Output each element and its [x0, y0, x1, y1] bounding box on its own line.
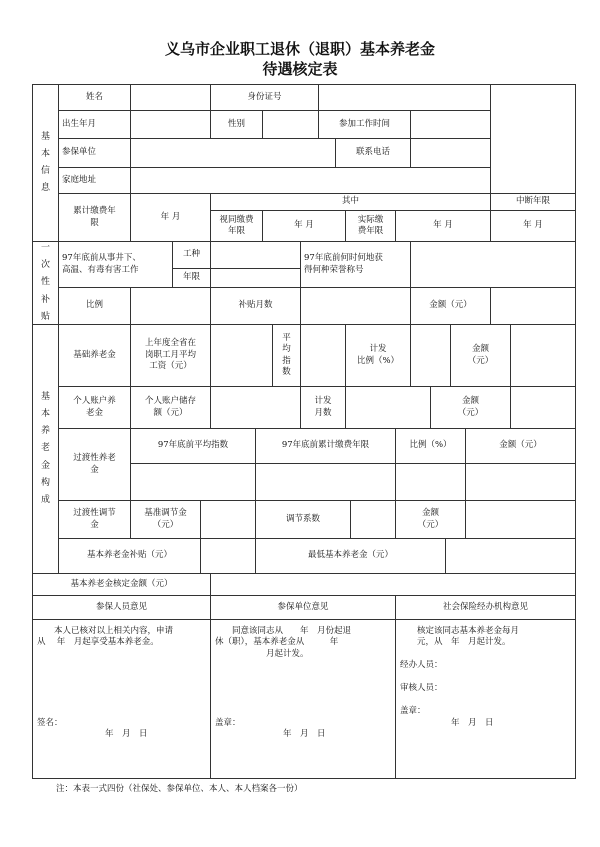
label-of-which: 其中: [210, 193, 491, 211]
label-min-pension: 最低基本养老金（元）: [255, 538, 446, 574]
label-amount-2: 金额 （元）: [450, 324, 511, 387]
field-employer[interactable]: [130, 138, 336, 168]
field-deemed-years[interactable]: 年 月: [262, 210, 346, 242]
label-birth: 出生年月: [58, 110, 131, 139]
label-insured-opinion: 参保人员意见: [32, 595, 211, 620]
label-calc-ratio: 计发 比例（%）: [345, 324, 411, 387]
label-base-adjust: 基准调节金 （元）: [130, 500, 201, 539]
field-amount-1[interactable]: [490, 287, 576, 325]
field-pre97-index[interactable]: [130, 463, 256, 501]
label-job-type: 工种: [172, 241, 211, 269]
field-contribution-years[interactable]: 年 月: [130, 193, 211, 242]
footnote: 注：本表一式四份（社保处、参保单位、本人、本人档案各一份）: [56, 784, 303, 794]
field-actual-years[interactable]: 年 月: [395, 210, 491, 242]
label-pre97-years: 97年底前累计缴费年限: [255, 428, 396, 464]
label-honor: 97年底前何时何地获 得何种荣誉称号: [300, 241, 411, 288]
label-pension-subsidy: 基本养老金补贴（元）: [58, 538, 201, 574]
field-account-balance[interactable]: [210, 386, 301, 429]
label-agency-opinion: 社会保险经办机构意见: [395, 595, 576, 620]
label-subsidy-months: 补贴月数: [210, 287, 301, 325]
label-avg-wage: 上年度全省在 岗职工月平均 工资（元）: [130, 324, 211, 387]
label-break-years: 中断年限: [490, 193, 576, 211]
photo-box[interactable]: [490, 84, 576, 194]
label-ratio: 比例: [58, 287, 131, 325]
label-years: 年限: [172, 268, 211, 288]
label-id-number: 身份证号: [210, 84, 319, 111]
form-title: 义乌市企业职工退休（退职）基本养老金: [164, 40, 435, 58]
field-id-number[interactable]: [318, 84, 491, 111]
section-one-time-subsidy: 一 次 性 补 贴: [32, 241, 59, 325]
field-phone[interactable]: [410, 138, 491, 168]
field-years[interactable]: [210, 268, 301, 288]
label-calc-months: 计发 月数: [300, 386, 346, 429]
agency-opinion-box[interactable]: 核定该同志基本养老金每月 元，从 年 月起计发。 经办人员： 审核人员： 盖章： 年 月 日: [395, 619, 576, 779]
label-employer: 参保单位: [58, 138, 131, 168]
label-name: 姓名: [58, 84, 131, 111]
field-name[interactable]: [130, 84, 211, 111]
field-amount-3[interactable]: [510, 386, 576, 429]
field-ratio-pct[interactable]: [395, 463, 466, 501]
label-contribution-years: 累计缴费年 限: [58, 193, 131, 242]
field-job-type[interactable]: [210, 241, 301, 269]
form-subtitle: 待遇核定表: [262, 60, 338, 78]
label-amount-5: 金额 （元）: [395, 500, 466, 539]
label-basic-pension: 基础养老金: [58, 324, 131, 387]
label-transitional-adjust: 过渡性调节 金: [58, 500, 131, 539]
field-address[interactable]: [130, 167, 491, 194]
label-ratio-pct: 比例（%）: [395, 428, 466, 464]
label-adjust-coef: 调节系数: [255, 500, 351, 539]
field-adjust-coef[interactable]: [350, 500, 396, 539]
field-pension-subsidy[interactable]: [200, 538, 256, 574]
field-amount-5[interactable]: [465, 500, 576, 539]
field-calc-ratio[interactable]: [410, 324, 451, 387]
field-ratio[interactable]: [130, 287, 211, 325]
field-gender[interactable]: [262, 110, 319, 139]
label-gender: 性别: [210, 110, 263, 139]
field-work-start[interactable]: [410, 110, 491, 139]
label-pre97-index: 97年底前平均指数: [130, 428, 256, 464]
label-amount-3: 金额 （元）: [430, 386, 511, 429]
field-break-years[interactable]: 年 月: [490, 210, 576, 242]
label-account-balance: 个人账户储存 额（元）: [130, 386, 211, 429]
field-honor[interactable]: [410, 241, 576, 288]
label-employer-opinion: 参保单位意见: [210, 595, 396, 620]
label-deemed-years: 视同缴费 年限: [210, 210, 263, 242]
insured-opinion-box[interactable]: 本人已核对以上相关内容，申请 从 年 月起享受基本养老金。 签名： 年 月 日: [32, 619, 211, 779]
label-actual-years: 实际缴 费年限: [345, 210, 396, 242]
label-hazardous-work: 97年底前从事井下、 高温、有毒有害工作: [58, 241, 173, 288]
field-amount-4[interactable]: [465, 463, 576, 501]
label-avg-index: 平 均 指 数: [272, 324, 301, 387]
label-work-start: 参加工作时间: [318, 110, 411, 139]
label-amount-1: 金额（元）: [410, 287, 491, 325]
label-address: 家庭地址: [58, 167, 131, 194]
field-min-pension[interactable]: [445, 538, 576, 574]
label-transitional-pension: 过渡性养老 金: [58, 428, 131, 501]
label-phone: 联系电话: [335, 138, 411, 168]
field-pre97-years[interactable]: [255, 463, 396, 501]
label-personal-account: 个人账户养 老金: [58, 386, 131, 429]
field-base-adjust[interactable]: [200, 500, 256, 539]
field-avg-wage[interactable]: [210, 324, 273, 387]
field-amount-2[interactable]: [510, 324, 576, 387]
section-pension-composition: 基 本 养 老 金 构 成: [32, 324, 59, 574]
label-amount-4: 金额（元）: [465, 428, 576, 464]
field-calc-months[interactable]: [345, 386, 431, 429]
field-subsidy-months[interactable]: [300, 287, 411, 325]
employer-opinion-box[interactable]: 同意该同志从 年 月份起退 休（职），基本养老金从 年 月起计发。 盖章： 年 月 日: [210, 619, 396, 779]
field-avg-index[interactable]: [300, 324, 346, 387]
label-approved-total: 基本养老金核定金额（元）: [32, 573, 211, 596]
field-approved-total[interactable]: [210, 573, 576, 596]
field-birth[interactable]: [130, 110, 211, 139]
section-basic-info: 基 本 信 息: [32, 84, 59, 242]
